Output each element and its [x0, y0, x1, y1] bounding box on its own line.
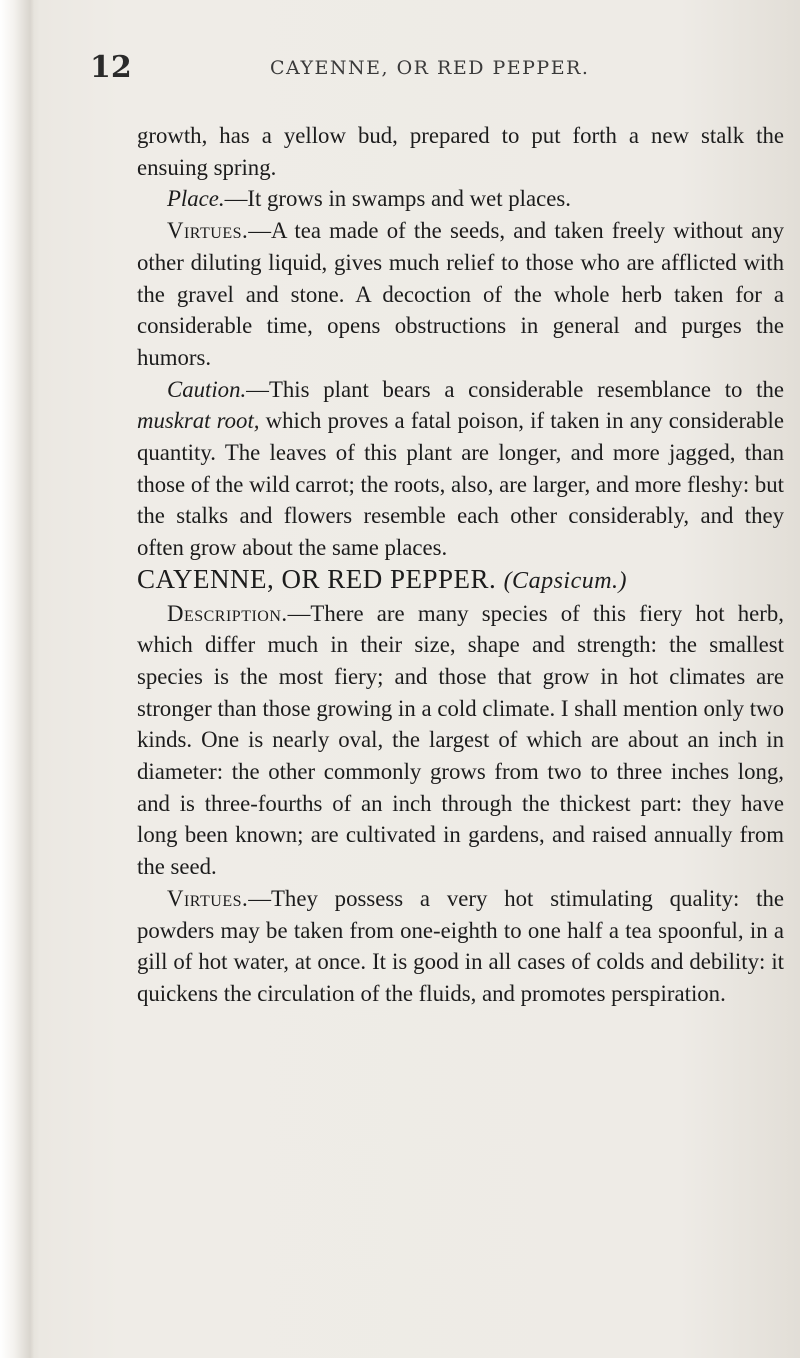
section-title: CAYENNE, OR RED PEPPER.	[137, 563, 497, 594]
virtues-label-1: Virtues.	[167, 218, 249, 244]
continued-paragraph-text: growth, has a yellow bud, prepared to put forth a new stalk the ensuing spring.	[137, 123, 784, 180]
caution-emphasis: muskrat root,	[137, 408, 260, 434]
virtues-paragraph-1	[137, 215, 784, 374]
page-header	[90, 50, 780, 90]
virtues-text-1: —A tea made of the seeds, and taken freely without any other diluting liquid, gives much relief to those who are afflicted with the gravel and stone. A decoction of the whole herb taken for a considerable time, opens obstructions in general and purges the humors.	[137, 218, 784, 370]
caution-paragraph	[137, 374, 784, 564]
virtues-label-2: Virtues.	[167, 885, 249, 911]
section-latin-name: (Capsicum.)	[503, 567, 628, 594]
place-text: —It grows in swamps and wet places.	[224, 186, 571, 212]
continued-paragraph	[137, 120, 784, 183]
place-label: Place.	[167, 186, 225, 212]
page-number: 12	[90, 50, 132, 85]
caution-text-after: which proves a fatal poison, if taken in any considerable quantity. The leaves of this plant are longer, and more jagged, than those of the wild carrot; the roots, also, are larger, and more fleshy: but the stalks and flowers resemble each other considerably, and they often grow about the same places.	[137, 408, 785, 561]
caution-text-before: —This plant bears a considerable resemblance to the	[246, 376, 784, 402]
section-heading	[137, 564, 784, 598]
description-text: —There are many species of this fiery hot herb, which differ much in their size, shape and strength: the smallest species is the most fiery; and those that grow in hot climates are stronger than those growing in a cold climate. I shall mention only two kinds. One is nearly oval, the largest of which are about an inch in diameter: the other commonly grows from two to three inches long, and is three-fourths of an inch through the thickest part: they have long been known; are cultivated in gardens, and raised annually from the seed.	[137, 600, 784, 880]
running-head: CAYENNE, OR RED PEPPER.	[270, 57, 590, 79]
page-binding-edge	[0, 0, 34, 1358]
description-label: Description.	[167, 600, 288, 626]
virtues-paragraph-2	[137, 883, 784, 1010]
virtues-text-2: —They possess a very hot stimulating quality: the powders may be taken from one-eighth to one half a tea spoonful, in a gill of hot water, at once. It is good in all cases of colds and debility: it quickens the circulation of the fluids, and promotes perspiration.	[137, 885, 784, 1006]
place-paragraph	[137, 183, 784, 215]
page-body	[137, 120, 784, 1010]
caution-label: Caution.	[167, 376, 247, 402]
description-paragraph	[137, 598, 784, 883]
